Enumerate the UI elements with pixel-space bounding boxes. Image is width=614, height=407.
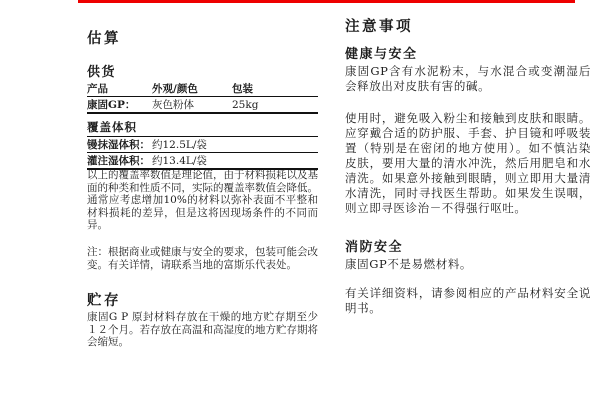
estimate-heading: 估算 bbox=[87, 30, 121, 47]
supply-header-appearance: 外观/颜色 bbox=[152, 83, 198, 95]
coverage-row-trowel-value: 约12.5L/袋 bbox=[152, 139, 207, 151]
supply-cell-appearance: 灰色粉体 bbox=[152, 99, 194, 111]
table-row bbox=[87, 153, 318, 169]
storage-paragraph: 康固G P 原封材料存放在干燥的地方贮存期至少１２个月。若存放在高温和高湿度的地方贮存期将会缩短。 bbox=[87, 311, 318, 349]
coverage-note-paragraph: 以上的覆盖率数值是理论值，由于材料损耗以及基面的种类和性质不同，实际的覆盖率数值会降低。通常应考虑增加10%的材料以弥补表面不平整和材料损耗的差异，但是这将因现场条件的不同而异。 bbox=[87, 169, 318, 232]
supply-header-packaging: 包装 bbox=[232, 83, 253, 95]
notices-heading: 注意事项 bbox=[345, 18, 413, 35]
storage-heading: 贮存 bbox=[87, 292, 121, 309]
coverage-row-trowel-label: 镘抹湿体积： bbox=[87, 139, 150, 151]
supply-table bbox=[87, 81, 318, 114]
coverage-heading: 覆盖体积 bbox=[87, 120, 137, 134]
supply-cell-product: 康固GP： bbox=[87, 99, 136, 111]
fire-safety-paragraph-2: 有关详细资料，请参阅相应的产品材料安全说明书。 bbox=[345, 286, 591, 315]
coverage-row-pour-value: 约13.4L/袋 bbox=[152, 155, 207, 167]
coverage-row-pour-label: 灌注湿体积： bbox=[87, 155, 150, 167]
health-safety-paragraph-1: 康固GP含有水泥粉末，与水混合或变潮湿后会释放出对皮肤有害的碱。 bbox=[345, 64, 591, 93]
supply-cell-packaging: 25kg bbox=[232, 98, 259, 111]
fire-safety-paragraph-1: 康固GP不是易燃材料。 bbox=[345, 257, 473, 271]
table-row bbox=[87, 137, 318, 153]
supply-table-header-row bbox=[87, 81, 318, 97]
packaging-note-paragraph: 注：根据商业或健康与安全的要求，包装可能会改变。有关详情，请联系当地的富斯乐代表处。 bbox=[87, 246, 318, 271]
health-safety-paragraph-2: 使用时，避免吸入粉尘和接触到皮肤和眼睛。应穿戴合适的防护服、手套、护目镜和呼吸装置（特别是在密闭的地方使用）。如不慎沾染皮肤，要用大量的清水冲洗，然后用肥皂和水清洗。如果意外接触到眼睛，则立即用大量清水清洗，同时寻找医生帮助。如果发生误咽，则立即寻医诊治－不得强行呕吐。 bbox=[345, 111, 591, 215]
table-row bbox=[87, 97, 318, 112]
supply-heading: 供货 bbox=[87, 65, 117, 80]
coverage-table bbox=[87, 136, 318, 170]
fire-safety-heading: 消防安全 bbox=[345, 240, 404, 255]
health-safety-heading: 健康与安全 bbox=[345, 47, 418, 62]
top-red-rule bbox=[78, 0, 575, 3]
supply-header-product: 产品 bbox=[87, 83, 108, 95]
